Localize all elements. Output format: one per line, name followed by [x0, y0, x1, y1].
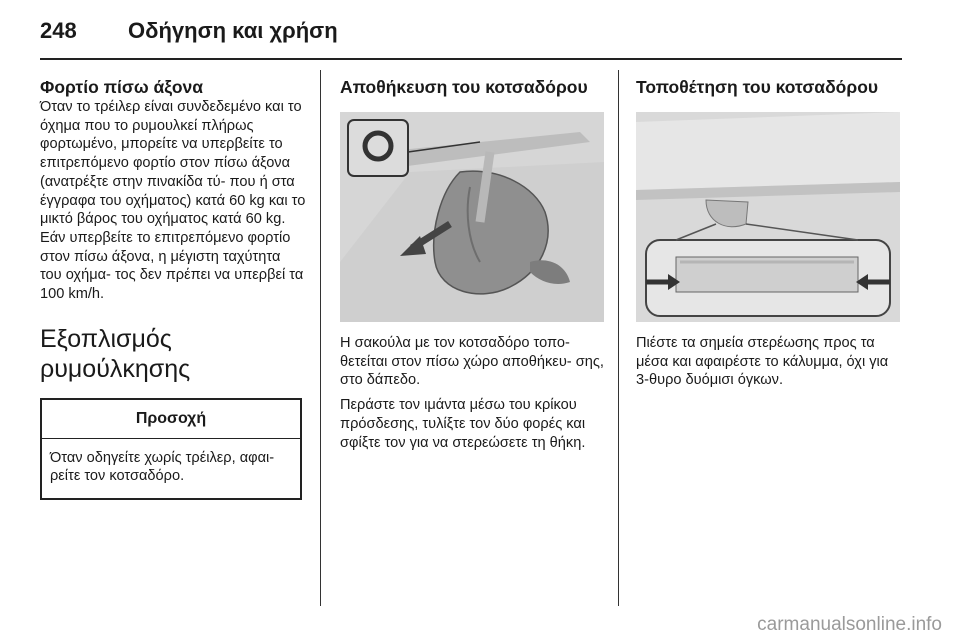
rear-axle-load-heading: Φορτίο πίσω άξονα	[40, 77, 204, 97]
towbar-storage-heading: Αποθήκευση του κοτσαδόρου	[340, 77, 588, 97]
page-header	[40, 14, 900, 52]
towing-equipment-heading: Εξοπλισμός ρυμούλκησης	[40, 324, 191, 383]
page-number: 248	[40, 18, 77, 43]
page-section-title: Οδήγηση και χρήση	[128, 18, 338, 43]
caution-box	[40, 398, 302, 500]
watermark-text: carmanualsonline.info	[757, 614, 942, 635]
bumper-cover-illustration	[636, 112, 900, 322]
column-divider-2	[618, 70, 619, 606]
towbar-storage-caption-2: Περάστε τον ιμάντα μέσω του κρίκου πρόσδεσης, τυλίξτε τον δύο φορές και σφίξτε τον για να στερεώσετε τη θήκη.	[340, 397, 586, 451]
towbar-bag-image	[340, 112, 604, 322]
column-towbar-storage	[340, 76, 604, 452]
towbar-bag-illustration	[340, 112, 604, 322]
towbar-fitting-heading: Τοποθέτηση του κοτσαδόρου	[636, 77, 879, 97]
bumper-cover-image	[636, 112, 900, 322]
towbar-storage-caption-1: Η σακούλα με τον κοτσαδόρο τοπο- θετείται στον πίσω χώρο αποθήκευ- σης, στο δάπεδο.	[340, 335, 604, 389]
column-towbar-fitting	[636, 76, 902, 390]
caution-text: Όταν οδηγείτε χωρίς τρέιλερ, αφαι- ρείτε τον κοτσαδόρο.	[50, 449, 275, 485]
column-divider-1	[320, 70, 321, 606]
rear-axle-load-text: Όταν το τρέιλερ είναι συνδεδεμένο και το όχημα που το ρυμουλκεί πλήρως φορτωμένο, μπορείτε να υπερβείτε το επιτρεπόμενο φορτίο στον πίσω άξονα (ανατρέξτε στην πινακίδα τύ- που ή στα έγγραφα του οχήματος) κατά 60 kg και το μικτό βάρος του οχήματος κατά 60 kg. Εάν υπερβείτε το επιτρεπόμενο φορτίο στον πίσω άξονα, η μέγιστη ταχύτητα του οχήμα- τος δεν πρέπει να υπερβεί τα 100 km/h.	[40, 99, 306, 303]
towbar-fitting-caption: Πιέστε τα σημεία στερέωσης προς τα μέσα και αφαιρέστε το κάλυμμα, όχι για 3-θυρο δυόμισι όγκων.	[636, 335, 889, 389]
column-rear-axle-load	[40, 76, 306, 500]
caution-title: Προσοχή	[42, 400, 300, 439]
header-rule	[40, 58, 902, 60]
